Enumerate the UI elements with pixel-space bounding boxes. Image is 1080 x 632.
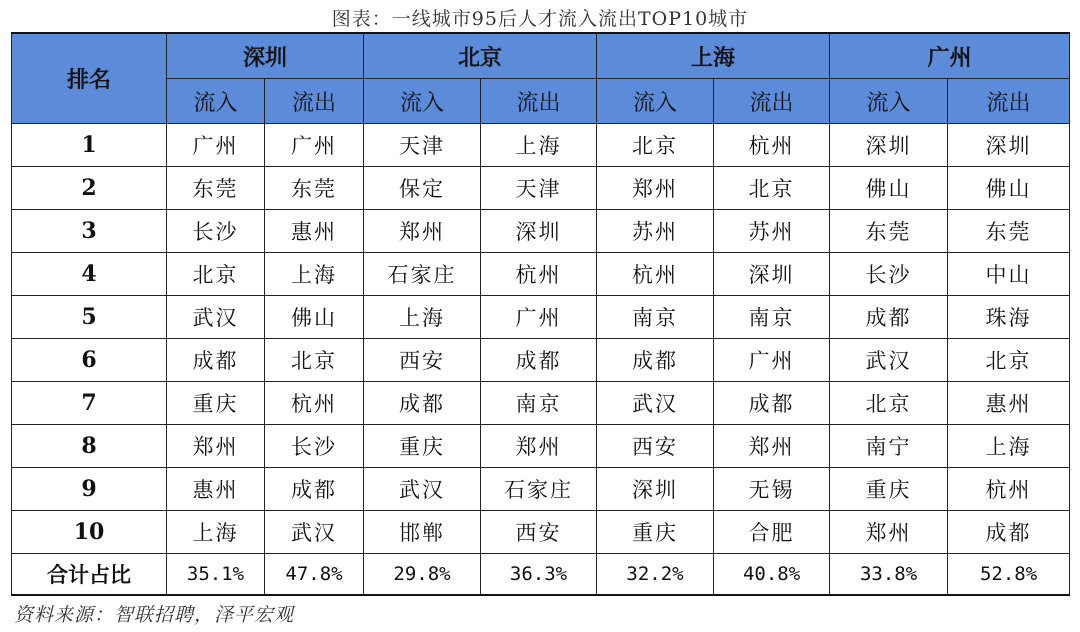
outflow-city-cell: 石家庄 bbox=[481, 468, 597, 511]
outflow-city-cell: 杭州 bbox=[948, 468, 1070, 511]
inflow-city-cell: 成都 bbox=[597, 339, 714, 382]
total-pct: 40.8% bbox=[714, 554, 830, 596]
rank-cell: 1 bbox=[12, 124, 167, 167]
inflow-city-cell: 长沙 bbox=[830, 253, 948, 296]
inflow-city-cell: 成都 bbox=[364, 382, 481, 425]
rank-cell: 5 bbox=[12, 296, 167, 339]
outflow-city-cell: 惠州 bbox=[948, 382, 1070, 425]
rank-cell: 6 bbox=[12, 339, 167, 382]
inflow-city-cell: 上海 bbox=[167, 511, 265, 554]
inflow-city-cell: 石家庄 bbox=[364, 253, 481, 296]
table-row bbox=[12, 253, 1070, 296]
inflow-city-cell: 苏州 bbox=[597, 210, 714, 253]
table-body bbox=[12, 124, 1070, 554]
outflow-city-cell: 上海 bbox=[481, 124, 597, 167]
inflow-city-cell: 武汉 bbox=[830, 339, 948, 382]
total-pct: 36.3% bbox=[481, 554, 597, 596]
total-row bbox=[12, 554, 1070, 596]
rank-cell: 10 bbox=[12, 511, 167, 554]
inflow-header: 流入 bbox=[597, 79, 714, 124]
city-header-beijing: 北京 bbox=[364, 33, 597, 79]
inflow-city-cell: 重庆 bbox=[830, 468, 948, 511]
total-label: 合计占比 bbox=[12, 554, 167, 596]
source-note: 资料来源：智联招聘，泽平宏观 bbox=[14, 604, 295, 626]
outflow-city-cell: 南京 bbox=[714, 296, 830, 339]
total-pct: 29.8% bbox=[364, 554, 481, 596]
total-pct: 33.8% bbox=[830, 554, 948, 596]
outflow-city-cell: 佛山 bbox=[948, 167, 1070, 210]
outflow-city-cell: 北京 bbox=[714, 167, 830, 210]
table-row bbox=[12, 210, 1070, 253]
table-row bbox=[12, 167, 1070, 210]
inflow-header: 流入 bbox=[167, 79, 265, 124]
inflow-city-cell: 深圳 bbox=[597, 468, 714, 511]
total-pct: 32.2% bbox=[597, 554, 714, 596]
inflow-city-cell: 重庆 bbox=[167, 382, 265, 425]
inflow-city-cell: 东莞 bbox=[830, 210, 948, 253]
outflow-city-cell: 北京 bbox=[265, 339, 364, 382]
inflow-city-cell: 北京 bbox=[597, 124, 714, 167]
inflow-city-cell: 深圳 bbox=[830, 124, 948, 167]
table-row bbox=[12, 511, 1070, 554]
inflow-city-cell: 成都 bbox=[830, 296, 948, 339]
outflow-city-cell: 上海 bbox=[948, 425, 1070, 468]
inflow-city-cell: 北京 bbox=[167, 253, 265, 296]
table-row bbox=[12, 382, 1070, 425]
table-row bbox=[12, 124, 1070, 167]
outflow-city-cell: 合肥 bbox=[714, 511, 830, 554]
inflow-city-cell: 南宁 bbox=[830, 425, 948, 468]
inflow-city-cell: 长沙 bbox=[167, 210, 265, 253]
table-row bbox=[12, 425, 1070, 468]
rank-cell: 8 bbox=[12, 425, 167, 468]
city-header-shanghai: 上海 bbox=[597, 33, 830, 79]
outflow-city-cell: 广州 bbox=[714, 339, 830, 382]
outflow-city-cell: 成都 bbox=[948, 511, 1070, 554]
outflow-city-cell: 深圳 bbox=[714, 253, 830, 296]
inflow-city-cell: 邯郸 bbox=[364, 511, 481, 554]
outflow-city-cell: 广州 bbox=[481, 296, 597, 339]
table-title: 图表：一线城市95后人才流入流出TOP10城市 bbox=[331, 8, 749, 30]
inflow-city-cell: 保定 bbox=[364, 167, 481, 210]
outflow-city-cell: 成都 bbox=[481, 339, 597, 382]
inflow-city-cell: 武汉 bbox=[364, 468, 481, 511]
outflow-city-cell: 杭州 bbox=[481, 253, 597, 296]
outflow-city-cell: 上海 bbox=[265, 253, 364, 296]
outflow-city-cell: 武汉 bbox=[265, 511, 364, 554]
inflow-city-cell: 郑州 bbox=[830, 511, 948, 554]
inflow-city-cell: 武汉 bbox=[597, 382, 714, 425]
outflow-city-cell: 成都 bbox=[265, 468, 364, 511]
table-row bbox=[12, 468, 1070, 511]
city-header-shenzhen: 深圳 bbox=[167, 33, 364, 79]
inflow-city-cell: 成都 bbox=[167, 339, 265, 382]
total-pct: 47.8% bbox=[265, 554, 364, 596]
outflow-header: 流出 bbox=[714, 79, 830, 124]
inflow-header: 流入 bbox=[364, 79, 481, 124]
outflow-city-cell: 珠海 bbox=[948, 296, 1070, 339]
outflow-city-cell: 郑州 bbox=[481, 425, 597, 468]
outflow-city-cell: 天津 bbox=[481, 167, 597, 210]
rank-cell: 3 bbox=[12, 210, 167, 253]
outflow-header: 流出 bbox=[265, 79, 364, 124]
rank-cell: 4 bbox=[12, 253, 167, 296]
outflow-city-cell: 深圳 bbox=[481, 210, 597, 253]
outflow-city-cell: 北京 bbox=[948, 339, 1070, 382]
outflow-city-cell: 杭州 bbox=[714, 124, 830, 167]
outflow-city-cell: 长沙 bbox=[265, 425, 364, 468]
outflow-city-cell: 佛山 bbox=[265, 296, 364, 339]
inflow-city-cell: 重庆 bbox=[364, 425, 481, 468]
table-row bbox=[12, 339, 1070, 382]
table-row bbox=[12, 296, 1070, 339]
inflow-city-cell: 杭州 bbox=[597, 253, 714, 296]
inflow-city-cell: 广州 bbox=[167, 124, 265, 167]
inflow-city-cell: 北京 bbox=[830, 382, 948, 425]
inflow-city-cell: 郑州 bbox=[597, 167, 714, 210]
outflow-city-cell: 郑州 bbox=[714, 425, 830, 468]
inflow-city-cell: 重庆 bbox=[597, 511, 714, 554]
outflow-city-cell: 广州 bbox=[265, 124, 364, 167]
rank-cell: 2 bbox=[12, 167, 167, 210]
inflow-city-cell: 武汉 bbox=[167, 296, 265, 339]
outflow-header: 流出 bbox=[948, 79, 1070, 124]
inflow-city-cell: 惠州 bbox=[167, 468, 265, 511]
inflow-header: 流入 bbox=[830, 79, 948, 124]
outflow-city-cell: 无锡 bbox=[714, 468, 830, 511]
inflow-city-cell: 南京 bbox=[597, 296, 714, 339]
inflow-city-cell: 东莞 bbox=[167, 167, 265, 210]
outflow-city-cell: 中山 bbox=[948, 253, 1070, 296]
outflow-city-cell: 东莞 bbox=[265, 167, 364, 210]
total-pct: 35.1% bbox=[167, 554, 265, 596]
rank-cell: 7 bbox=[12, 382, 167, 425]
rank-header: 排名 bbox=[12, 33, 167, 124]
outflow-header: 流出 bbox=[481, 79, 597, 124]
outflow-city-cell: 苏州 bbox=[714, 210, 830, 253]
outflow-city-cell: 惠州 bbox=[265, 210, 364, 253]
talent-flow-table bbox=[11, 32, 1070, 596]
outflow-city-cell: 东莞 bbox=[948, 210, 1070, 253]
total-pct: 52.8% bbox=[948, 554, 1070, 596]
inflow-city-cell: 西安 bbox=[597, 425, 714, 468]
outflow-city-cell: 杭州 bbox=[265, 382, 364, 425]
outflow-city-cell: 成都 bbox=[714, 382, 830, 425]
outflow-city-cell: 深圳 bbox=[948, 124, 1070, 167]
inflow-city-cell: 天津 bbox=[364, 124, 481, 167]
inflow-city-cell: 西安 bbox=[364, 339, 481, 382]
outflow-city-cell: 南京 bbox=[481, 382, 597, 425]
inflow-city-cell: 郑州 bbox=[364, 210, 481, 253]
outflow-city-cell: 西安 bbox=[481, 511, 597, 554]
city-header-guangzhou: 广州 bbox=[830, 33, 1070, 79]
inflow-city-cell: 佛山 bbox=[830, 167, 948, 210]
inflow-city-cell: 上海 bbox=[364, 296, 481, 339]
inflow-city-cell: 郑州 bbox=[167, 425, 265, 468]
rank-cell: 9 bbox=[12, 468, 167, 511]
